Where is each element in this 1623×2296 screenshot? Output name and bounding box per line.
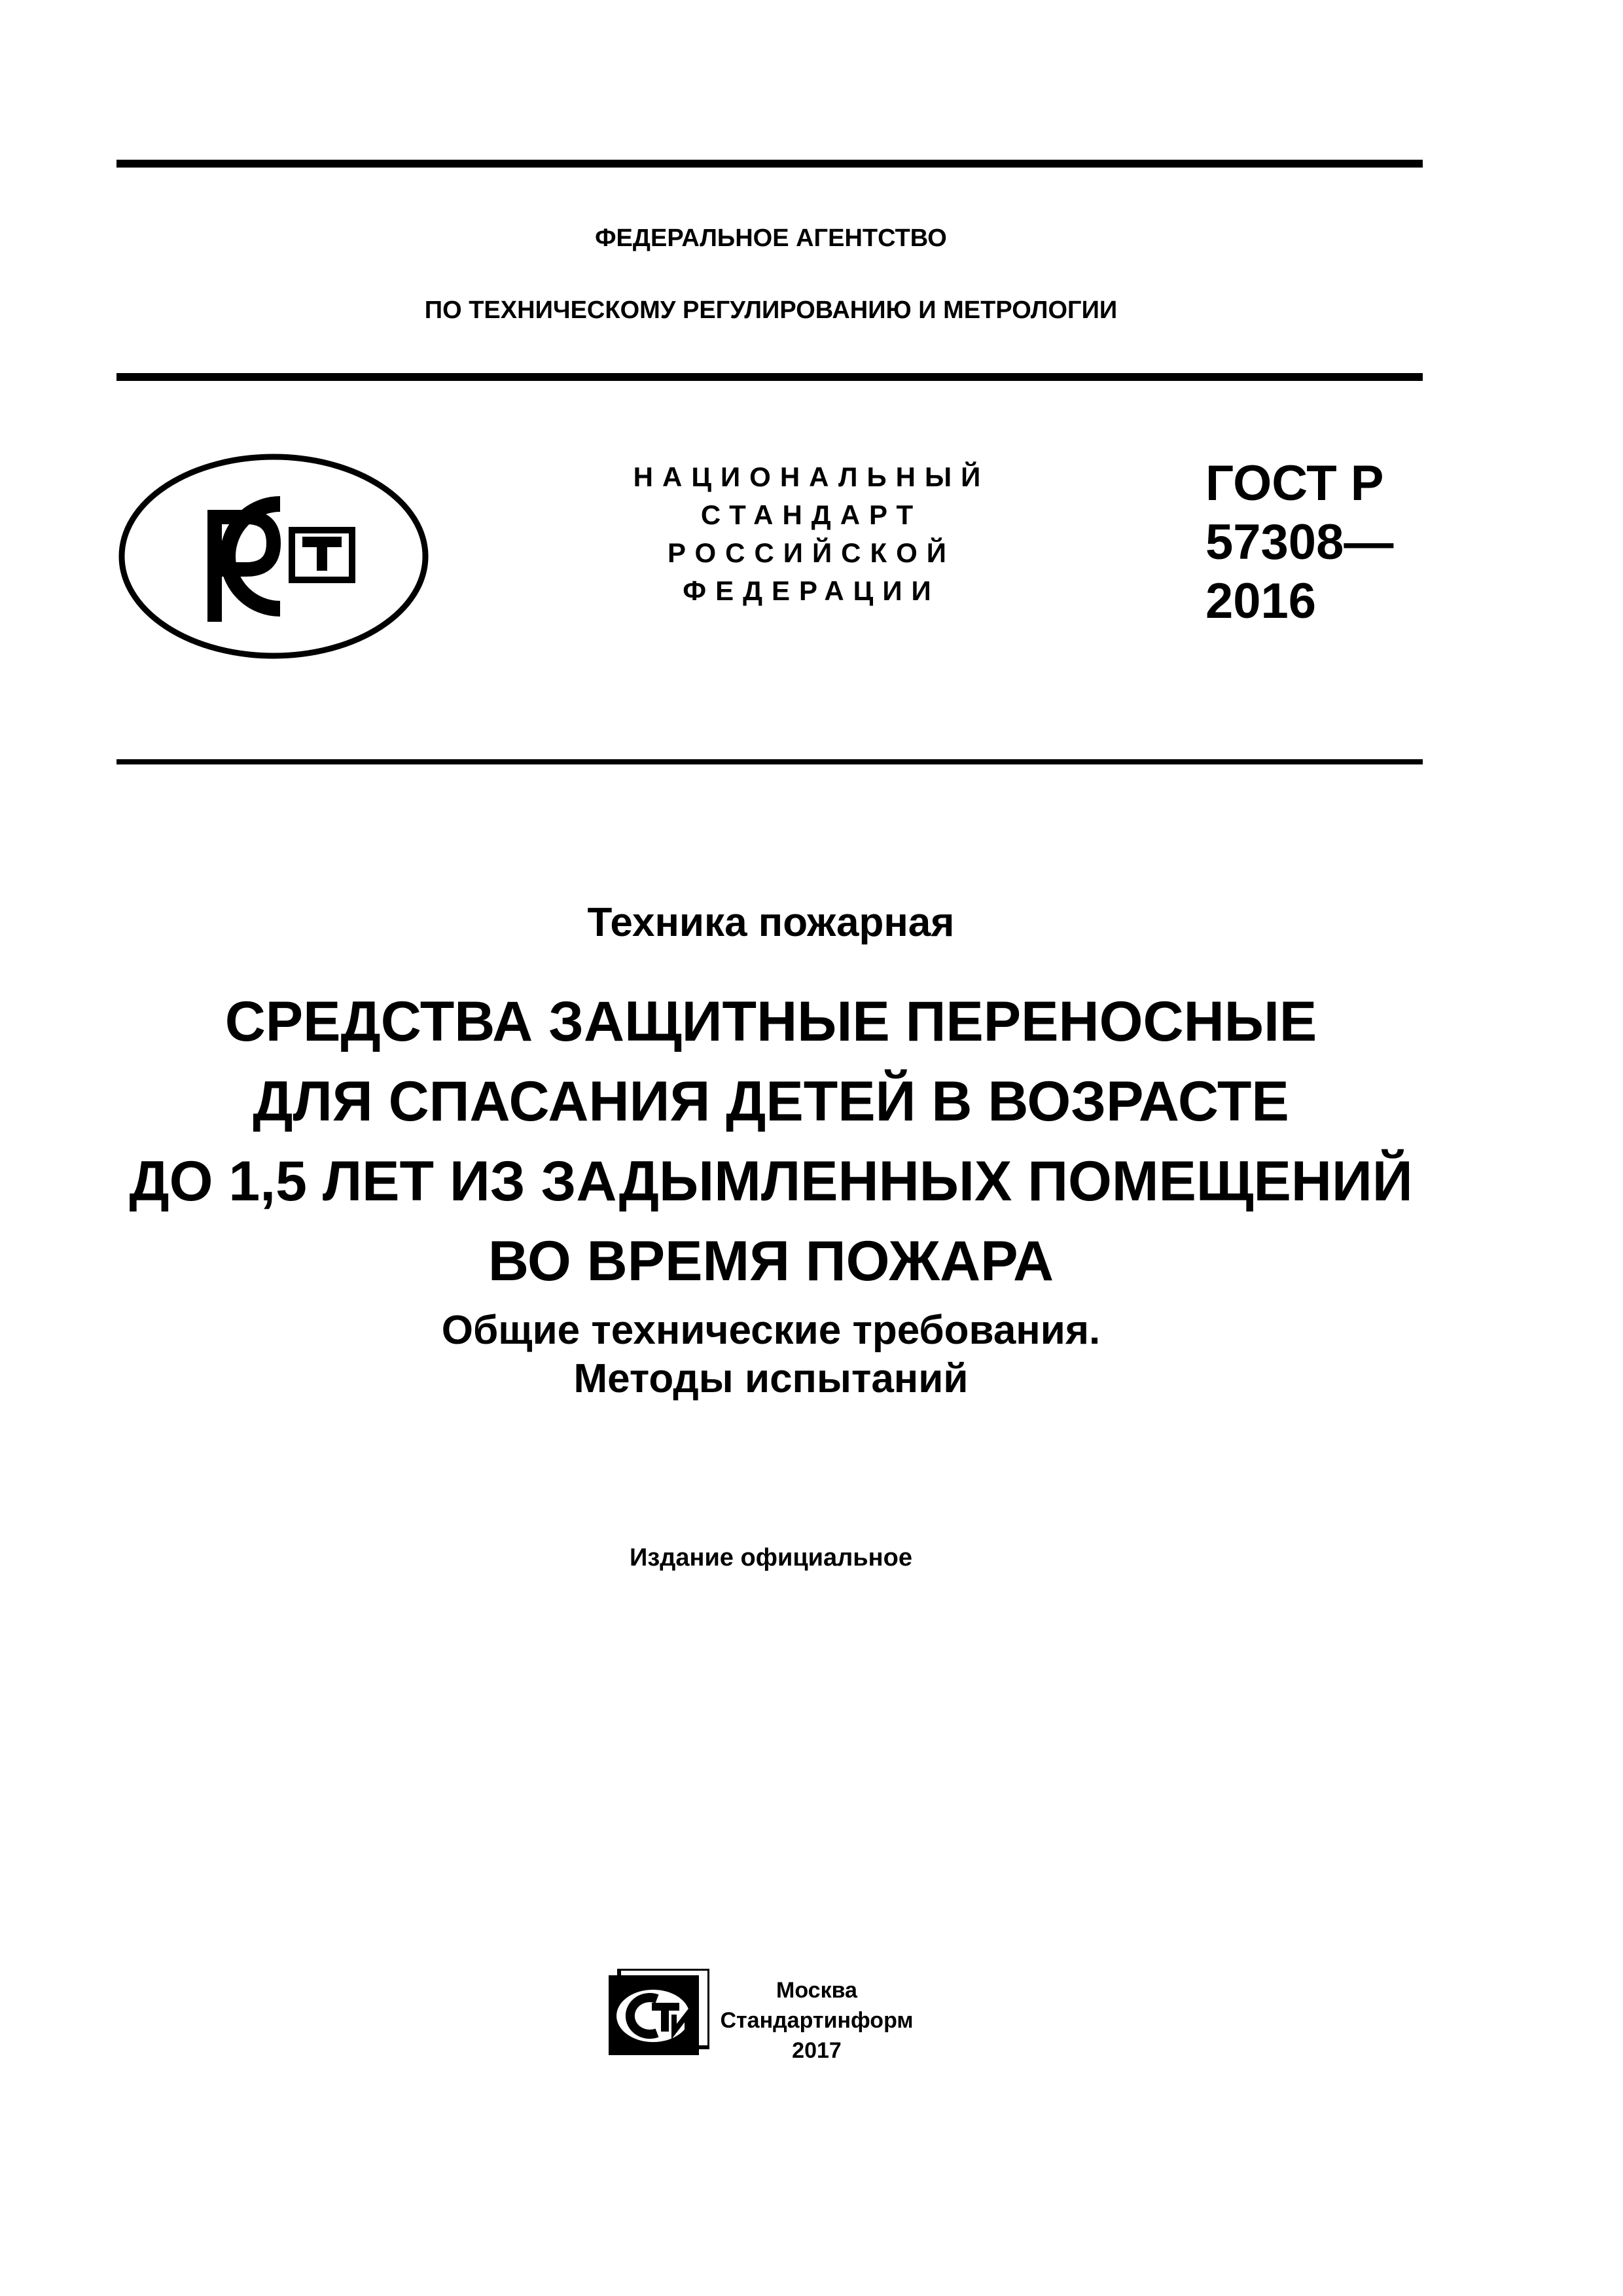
designation-line-2: 57308— [1205, 514, 1394, 570]
rst-mark-icon [116, 452, 431, 661]
standard-type-line-2: СТАНДАРТ [700, 499, 923, 530]
standard-type-line-1: НАЦИОНАЛЬНЫЙ [633, 461, 990, 492]
title-line-4: ВО ВРЕМЯ ПОЖАРА [488, 1230, 1054, 1293]
document-title [116, 982, 1425, 1301]
title-line-2: ДЛЯ СПАСАНИЯ ДЕТЕЙ В ВОЗРАСТЕ [253, 1070, 1289, 1133]
standard-designation [1205, 454, 1393, 631]
standard-type-line-3: РОССИЙСКОЙ [668, 537, 955, 568]
title-line-1: СРЕДСТВА ЗАЩИТНЫЕ ПЕРЕНОСНЫЕ [224, 990, 1317, 1053]
publisher-city: Москва [776, 1978, 857, 2003]
designation-line-1: ГОСТ Р [1205, 456, 1384, 511]
publisher-name: Стандартинформ [720, 2008, 914, 2033]
document-subtitle [116, 1306, 1425, 1403]
agency-rule [116, 373, 1423, 381]
header-rule [116, 759, 1423, 764]
agency-line-2: ПО ТЕХНИЧЕСКОМУ РЕГУЛИРОВАНИЮ И МЕТРОЛОГИИ [424, 296, 1118, 324]
subtitle-line-1: Общие технические требования. [441, 1308, 1101, 1353]
standard-type [563, 458, 1060, 610]
subtitle-line-2: Методы испытаний [573, 1356, 969, 1401]
edition-label: Издание официальное [630, 1544, 912, 1571]
document-category: Техника пожарная [587, 900, 955, 945]
designation-line-3: 2016 [1205, 573, 1317, 629]
title-line-3: ДО 1,5 ЛЕТ ИЗ ЗАДЫМЛЕННЫХ ПОМЕЩЕНИЙ [129, 1150, 1413, 1213]
publisher-block [719, 1975, 915, 2066]
agency-line-1: ФЕДЕРАЛЬНОЕ АГЕНТСТВО [595, 224, 947, 252]
publisher-year: 2017 [792, 2038, 842, 2063]
standard-type-line-4: ФЕДЕРАЦИИ [683, 575, 940, 606]
top-rule [116, 160, 1423, 168]
sti-mark-icon [606, 1969, 709, 2058]
